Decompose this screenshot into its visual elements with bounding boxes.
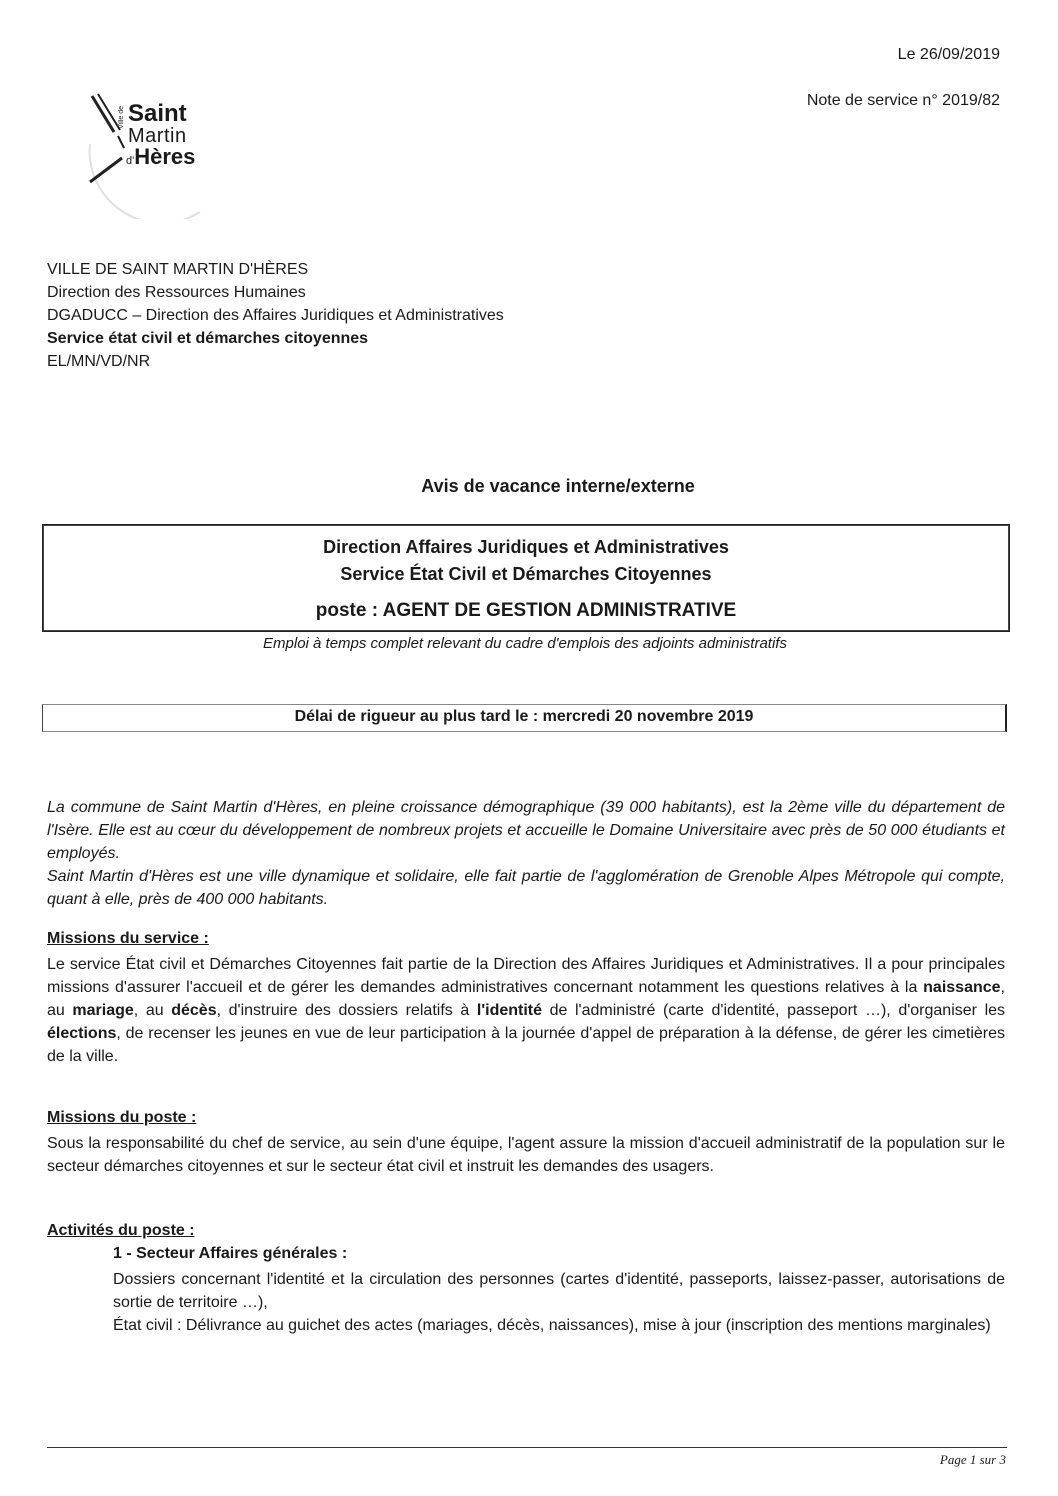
logo-saint: Saint <box>128 100 187 127</box>
ms-bold-mariage: mariage <box>72 1002 134 1019</box>
box-direction: Direction Affaires Juridiques et Administratives <box>323 537 729 557</box>
logo-ville-text: Ville de <box>118 106 125 129</box>
activites-title: Activités du poste : <box>47 1222 195 1239</box>
employment-note: Emploi à temps complet relevant du cadre d'emplois des adjoints administratifs <box>263 635 787 652</box>
ms-bold-identite: l'identité <box>476 1002 543 1019</box>
document-date: Le 26/09/2019 <box>897 46 1000 63</box>
page-number: Page 1 sur 3 <box>939 1452 1006 1467</box>
activites-body <box>113 1268 1005 1337</box>
activites-paragraph-1: Dossiers concernant l'identité et la circulation des personnes (cartes d'identité, passeports, laissez-passer, autorisations de sortie de territoire …), <box>113 1271 1005 1311</box>
position-box <box>42 524 1010 632</box>
logo-heres: Hères <box>134 144 196 169</box>
ms-text-1: Le service État civil et Démarches Citoyennes fait partie de la Direction des Affaires Juridiques et Administratives. Il a pour principales missions d'assurer l'accueil et de gérer les demandes administratives concernant notamment les questions relatives à la <box>47 956 1005 996</box>
missions-poste-text: Sous la responsabilité du chef de service, au sein d'une équipe, l'agent assure la mission d'accueil administratif de la population sur le secteur démarches citoyennes et sur le secteur état civil et instruit les demandes des usagers. <box>47 1135 1005 1175</box>
ms-text-3: , au <box>133 1002 172 1019</box>
activites-subtitle: 1 - Secteur Affaires générales : <box>113 1245 348 1262</box>
note-number: Note de service n° 2019/82 <box>806 92 1000 109</box>
ms-text-6: , de recenser les jeunes en vue de leur participation à la journée d'appel de préparation à la défense, de gérer les cimetières de la ville. <box>47 1025 1005 1065</box>
org-reference: EL/MN/VD/NR <box>47 353 151 370</box>
missions-poste-title: Missions du poste : <box>47 1109 197 1126</box>
deadline-text: Délai de rigueur au plus tard le : mercredi 20 novembre 2019 <box>294 708 754 725</box>
box-service: Service État Civil et Démarches Citoyennes <box>340 564 712 584</box>
deadline-box <box>42 704 1007 732</box>
ms-bold-elections: élections <box>47 1025 117 1042</box>
activites-paragraph-2: État civil : Délivrance au guichet des actes (mariages, décès, naissances), mise à jour (inscription des mentions marginales) <box>113 1317 991 1334</box>
intro-paragraph-1: La commune de Saint Martin d'Hères, en pleine croissance démographique (39 000 habitants), est la 2ème ville du département de l'Isère. Elle est au cœur du développement de nombreux projets et accueille le Domaine Universitaire avec près de 50 000 étudiants et employés. <box>47 799 1005 862</box>
missions-service-title: Missions du service : <box>47 930 209 947</box>
logo-martin: Martin <box>128 125 187 147</box>
notice-title: Avis de vacance interne/externe <box>421 476 695 496</box>
org-dgaducc: DGADUCC – Direction des Affaires Juridiques et Administratives <box>47 307 504 324</box>
ms-text-2: , au <box>47 979 1005 1019</box>
org-service: Service état civil et démarches citoyennes <box>47 330 369 347</box>
organization-header <box>47 258 504 373</box>
footer-divider <box>47 1447 1007 1448</box>
intro-section <box>47 796 1005 911</box>
intro-paragraph-2: Saint Martin d'Hères est une ville dynamique et solidaire, elle fait partie de l'agglomération de Grenoble Alpes Métropole qui compte, quant à elle, près de 400 000 habitants. <box>47 868 1005 908</box>
org-direction: Direction des Ressources Humaines <box>47 284 306 301</box>
org-city: VILLE DE SAINT MARTIN D'HÈRES <box>47 261 309 278</box>
ms-text-4: , d'instruire des dossiers relatifs à <box>216 1002 477 1019</box>
missions-service-text <box>47 953 1005 1068</box>
city-logo <box>70 84 220 219</box>
logo-d: d' <box>126 155 135 167</box>
box-position: poste : AGENT DE GESTION ADMINISTRATIVE <box>315 600 737 621</box>
logo-wordmark <box>120 102 195 168</box>
ms-bold-deces: décès <box>171 1002 217 1019</box>
logo-heres-line <box>126 146 195 168</box>
ms-bold-naissance: naissance <box>923 979 1001 996</box>
ms-text-5: de l'administré (carte d'identité, passeport …), d'organiser les <box>542 1002 1006 1019</box>
